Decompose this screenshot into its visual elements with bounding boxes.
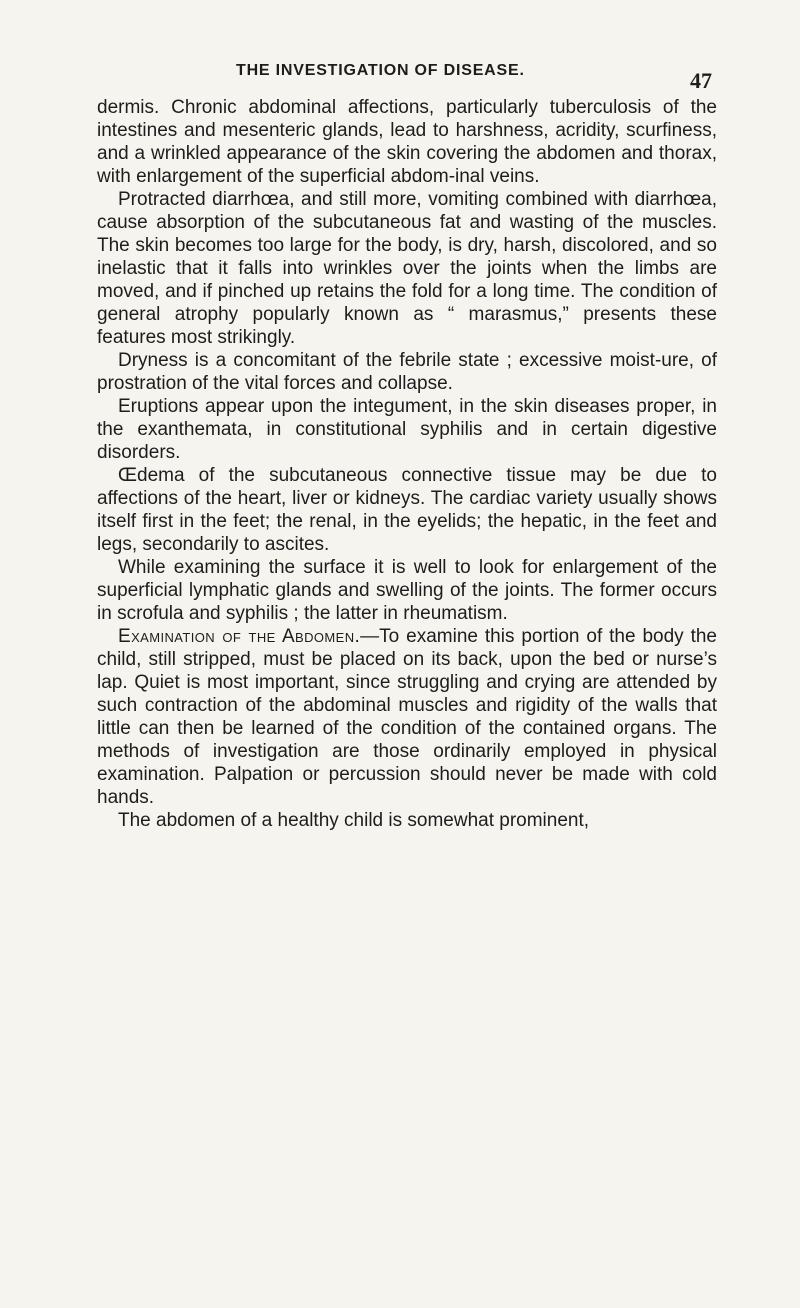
final-paragraph: The abdomen of a healthy child is somewhat prominent,: [118, 810, 590, 831]
diarrhoea-paragraph: Protracted diarrhœa, and still more, vomiting combined with diarrhœa, cause absorption of the subcutaneous fat and wasting of the muscles. The skin becomes too large for the body, is dry, harsh, discolored, and so inelastic that it falls into wrinkles over the joints when the limbs are moved, and if pinched up retains the fold for a long time. The condition of general atrophy popularly known as “ marasmus,” presents these features most strikingly.: [97, 189, 717, 348]
continued-paragraph: dermis. Chronic abdominal affections, particularly tuberculosis of the intestines and mesenteric glands, lead to harshness, acridity, scurfiness, and a wrinkled appearance of the skin covering the abdomen and thorax, with enlargement of the superficial abdom-inal veins.: [97, 97, 717, 187]
dryness-paragraph: Dryness is a concomitant of the febrile state ; excessive moist-ure, of prostration of the vital forces and collapse.: [97, 350, 717, 394]
oedema-paragraph: Œdema of the subcutaneous connective tissue may be due to affections of the heart, liver or kidneys. The cardiac variety usually shows itself first in the feet; the renal, in the eyelids; the hepatic, in the feet and legs, secondarily to ascites.: [97, 465, 717, 555]
page-number: 47: [690, 68, 712, 93]
running-head-title: THE INVESTIGATION OF DISEASE.: [236, 62, 525, 79]
section-heading: Examination of the Abdomen.: [118, 626, 361, 647]
abdomen-examination-paragraph: [97, 625, 717, 809]
main-text: [97, 96, 717, 832]
page-header: [0, 56, 800, 96]
lymphatic-paragraph: While examining the surface it is well to look for enlargement of the superficial lymphatic glands and swelling of the joints. The former occurs in scrofula and syphilis ; the latter in rheumatism.: [97, 557, 717, 624]
eruptions-paragraph: Eruptions appear upon the integument, in the skin diseases proper, in the exanthemata, in constitutional syphilis and in certain digestive disorders.: [97, 396, 717, 463]
section-body-text: —To examine this portion of the body the child, still stripped, must be placed on its back, upon the bed or nurse’s lap. Quiet is most important, since struggling and crying are attended by such contraction of the abdominal muscles and rigidity of the walls that little can then be learned of the condition of the contained organs. The methods of investigation are those ordinarily employed in physical examination. Palpation or percussion should never be made with cold hands.: [97, 626, 717, 808]
